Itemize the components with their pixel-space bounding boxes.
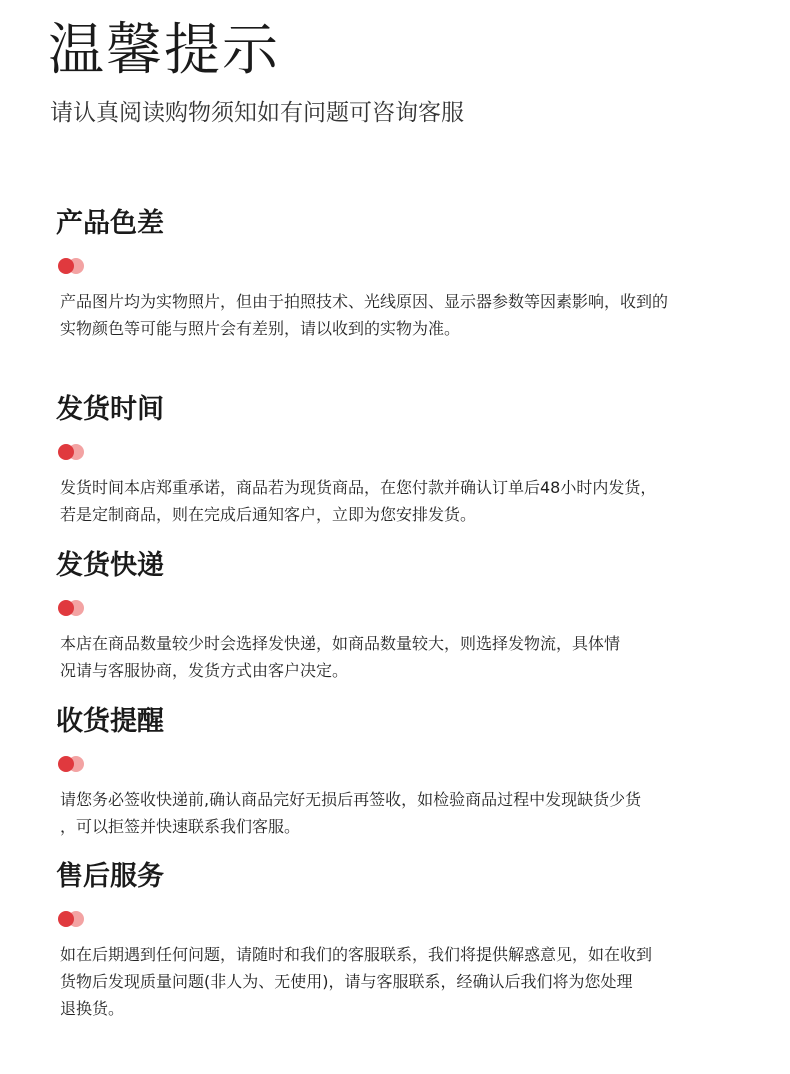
- section-bullet-dots: [56, 444, 86, 460]
- body-line: 本店在商品数量较少时会选择发快递，如商品数量较大，则选择发物流，具体情: [60, 634, 621, 653]
- page-title: 温馨提示: [48, 18, 280, 83]
- body-line: 退换货。: [60, 999, 125, 1018]
- body-line: 货物后发现质量问题(非人为、无使用)，请与客服联系，经确认后我们将为您处理: [60, 972, 633, 991]
- section-bullet-dots: [56, 911, 86, 927]
- section-product-color-difference: [56, 206, 756, 342]
- section-body: [60, 786, 756, 840]
- body-line: 况请与客服协商，发货方式由客户决定。: [60, 661, 349, 680]
- section-title: 发货快递: [56, 550, 164, 581]
- section-body: [60, 630, 756, 684]
- section-body: [60, 941, 756, 1022]
- body-line: 若是定制商品，则在完成后通知客户，立即为您安排发货。: [60, 505, 477, 524]
- section-title: 售后服务: [56, 861, 164, 892]
- dot-icon: [58, 258, 74, 274]
- body-line: 如在后期遇到任何问题，请随时和我们的客服联系，我们将提供解惑意见，如在收到: [60, 945, 653, 964]
- section-body: [60, 288, 756, 342]
- section-title: 收货提醒: [56, 706, 164, 737]
- body-line: ，可以拒签并快速联系我们客服。: [60, 817, 301, 836]
- body-line: 实物颜色等可能与照片会有差别，请以收到的实物为准。: [60, 319, 461, 338]
- section-after-sales-service: [56, 859, 756, 1022]
- dot-icon: [58, 911, 74, 927]
- body-line: 发货时间本店郑重承诺，商品若为现货商品，在您付款并确认订单后48小时内发货，: [60, 478, 657, 497]
- page-subtitle: 请认真阅读购物须知如有问题可咨询客服: [50, 100, 464, 126]
- section-shipping-time: [56, 392, 756, 528]
- section-bullet-dots: [56, 600, 86, 616]
- dot-icon: [58, 444, 74, 460]
- dot-icon: [58, 756, 74, 772]
- section-body: [60, 474, 756, 528]
- section-shipping-courier: [56, 548, 756, 684]
- section-bullet-dots: [56, 258, 86, 274]
- section-title: 发货时间: [56, 394, 164, 425]
- dot-icon: [58, 600, 74, 616]
- section-receipt-reminder: [56, 704, 756, 840]
- section-title: 产品色差: [56, 208, 164, 239]
- body-line: 请您务必签收快递前,确认商品完好无损后再签收，如检验商品过程中发现缺货少货: [60, 790, 642, 809]
- section-bullet-dots: [56, 756, 86, 772]
- body-line: 产品图片均为实物照片，但由于拍照技术、光线原因、显示器参数等因素影响，收到的: [60, 292, 669, 311]
